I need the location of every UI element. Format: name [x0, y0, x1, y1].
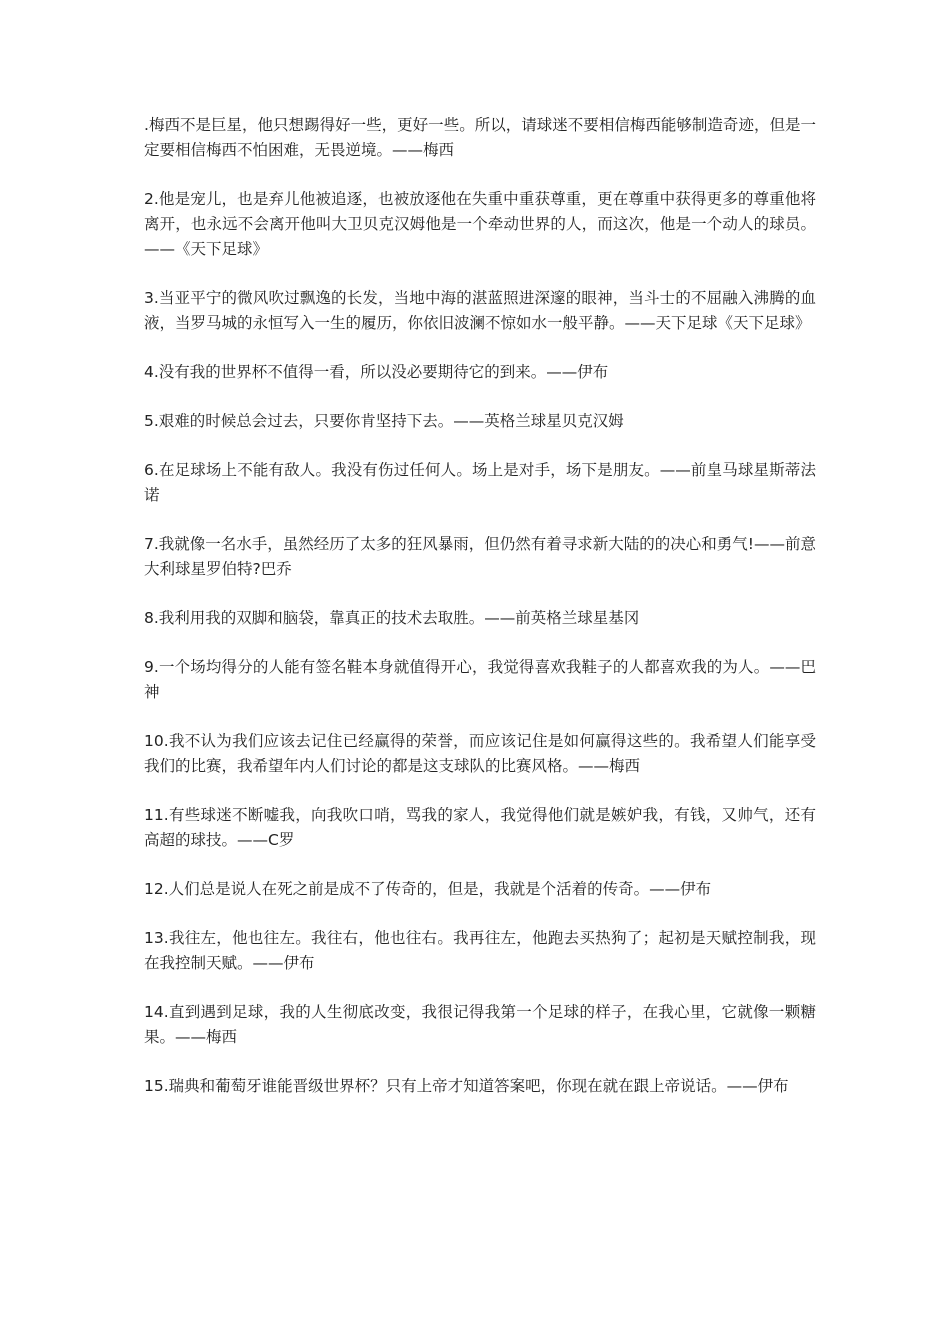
quote-paragraph: 15.瑞典和葡萄牙谁能晋级世界杯？只有上帝才知道答案吧，你现在就在跟上帝说话。——伊布	[144, 1077, 789, 1095]
quote-paragraph: 7.我就像一名水手，虽然经历了太多的狂风暴雨，但仍然有着寻求新大陆的的决心和勇气!——前意大利球星罗伯特?巴乔	[144, 535, 817, 578]
quote-paragraph: .梅西不是巨星，他只想踢得好一些，更好一些。所以，请球迷不要相信梅西能够制造奇迹，但是一定要相信梅西不怕困难，无畏逆境。——梅西	[144, 116, 816, 159]
quote-paragraph: 3.当亚平宁的微风吹过飘逸的长发，当地中海的湛蓝照进深邃的眼神，当斗士的不屈融入沸腾的血液，当罗马城的永恒写入一生的履历，你依旧波澜不惊如水一般平静。——天下足球《天下足球》	[144, 289, 816, 332]
quote-paragraph: 5.艰难的时候总会过去，只要你肯坚持下去。——英格兰球星贝克汉姆	[144, 412, 624, 430]
quote-paragraph: 10.我不认为我们应该去记住已经赢得的荣誉，而应该记住是如何赢得这些的。我希望人们能享受我们的比赛，我希望年内人们讨论的都是这支球队的比赛风格。——梅西	[144, 732, 816, 775]
quote-paragraph: 11.有些球迷不断嘘我，向我吹口哨，骂我的家人，我觉得他们就是嫉妒我，有钱，又帅气，还有高超的球技。——C罗	[144, 806, 816, 849]
quote-paragraph: 12.人们总是说人在死之前是成不了传奇的，但是，我就是个活着的传奇。——伊布	[144, 880, 712, 898]
quote-paragraph: 13.我往左，他也往左。我往右，他也往右。我再往左，他跑去买热狗了；起初是天赋控制我，现在我控制天赋。——伊布	[144, 929, 816, 972]
quote-paragraph: 2.他是宠儿，也是弃儿他被追逐，也被放逐他在失重中重获尊重，更在尊重中获得更多的尊重他将离开，也永远不会离开他叫大卫贝克汉姆他是一个牵动世界的人，而这次，他是一个动人的球员。——《天下足球》	[144, 190, 816, 258]
quote-paragraph: 14.直到遇到足球，我的人生彻底改变，我很记得我第一个足球的样子，在我心里，它就像一颗糖果。——梅西	[144, 1003, 816, 1046]
quote-paragraph: 9.一个场均得分的人能有签名鞋本身就值得开心，我觉得喜欢我鞋子的人都喜欢我的为人。——巴神	[144, 658, 816, 701]
quote-paragraph: 4.没有我的世界杯不值得一看，所以没必要期待它的到来。——伊布	[144, 363, 609, 381]
quote-paragraph: 8.我利用我的双脚和脑袋，靠真正的技术去取胜。——前英格兰球星基冈	[144, 609, 640, 627]
document-page	[144, 113, 816, 1123]
quote-paragraph: 6.在足球场上不能有敌人。我没有伤过任何人。场上是对手，场下是朋友。——前皇马球星斯蒂法诺	[144, 461, 816, 504]
